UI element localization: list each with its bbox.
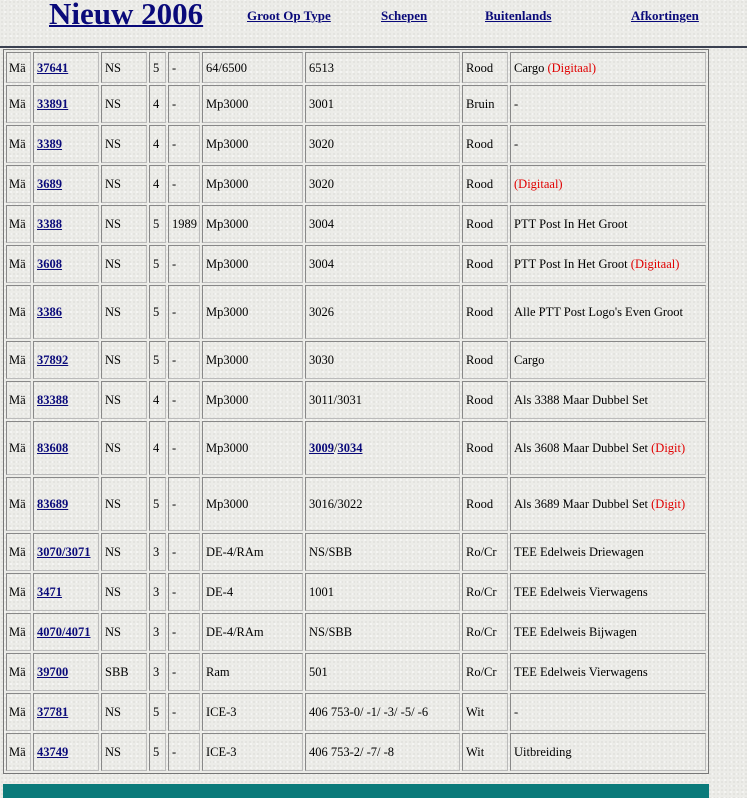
cell-scale: Mä — [6, 613, 31, 651]
cell-type: Mp3000 — [202, 125, 303, 163]
cell-number — [305, 421, 460, 475]
page-title[interactable]: Nieuw 2006 — [49, 0, 204, 31]
article-link[interactable]: 3070/3071 — [37, 545, 91, 559]
cell-year: - — [168, 85, 200, 123]
cell-epoch: 3 — [149, 533, 166, 571]
cell-color: Rood — [462, 477, 508, 531]
cell-number: 3004 — [305, 205, 460, 243]
cell-type: Mp3000 — [202, 245, 303, 283]
cell-epoch: 3 — [149, 573, 166, 611]
table-row — [6, 52, 706, 83]
cell-rw: NS — [101, 613, 147, 651]
description-text: TEE Edelweis Driewagen — [514, 545, 644, 559]
article-link[interactable]: 43749 — [37, 745, 69, 759]
description-text: Als 3388 Maar Dubbel Set — [514, 393, 649, 407]
description-text: Als 3608 Maar Dubbel Set — [514, 441, 649, 455]
article-link[interactable]: 83608 — [37, 441, 69, 455]
description-text: TEE Edelweis Vierwagens — [514, 585, 648, 599]
cell-scale: Mä — [6, 85, 31, 123]
cell-article — [33, 533, 99, 571]
description-text: Alle PTT Post Logo's Even Groot — [514, 305, 684, 319]
table-row — [6, 421, 706, 475]
number-link[interactable]: 3034 — [337, 441, 363, 455]
cell-scale: Mä — [6, 245, 31, 283]
cell-rw: NS — [101, 125, 147, 163]
cell-scale: Mä — [6, 285, 31, 339]
cell-year: - — [168, 165, 200, 203]
cell-color: Rood — [462, 381, 508, 419]
description-text: PTT Post In Het Groot — [514, 257, 628, 271]
cell-type: Mp3000 — [202, 205, 303, 243]
cell-rw: NS — [101, 477, 147, 531]
description-text: Als 3689 Maar Dubbel Set — [514, 497, 649, 511]
cell-number: 3004 — [305, 245, 460, 283]
cell-description — [510, 381, 706, 419]
cell-type: Mp3000 — [202, 341, 303, 379]
cell-article — [33, 733, 99, 771]
cell-description — [510, 573, 706, 611]
cell-number: 406 753-2/ -7/ -8 — [305, 733, 460, 771]
cell-description — [510, 533, 706, 571]
cell-epoch: 4 — [149, 165, 166, 203]
cell-rw: NS — [101, 733, 147, 771]
article-link[interactable]: 3386 — [37, 305, 62, 319]
cell-scale: Mä — [6, 381, 31, 419]
cell-article — [33, 341, 99, 379]
cell-year: - — [168, 421, 200, 475]
table-row — [6, 285, 706, 339]
cell-epoch: 4 — [149, 421, 166, 475]
cell-rw: NS — [101, 165, 147, 203]
table-row — [6, 381, 706, 419]
cell-number: 3020 — [305, 165, 460, 203]
models-table — [3, 49, 709, 774]
cell-scale: Mä — [6, 693, 31, 731]
cell-description — [510, 693, 706, 731]
cell-scale: Mä — [6, 125, 31, 163]
table-row — [6, 85, 706, 123]
cell-type: ICE-3 — [202, 733, 303, 771]
cell-epoch: 3 — [149, 653, 166, 691]
cell-epoch: 5 — [149, 205, 166, 243]
cell-color: Rood — [462, 52, 508, 83]
description-text: - — [514, 137, 519, 151]
cell-color: Rood — [462, 341, 508, 379]
cell-scale: Mä — [6, 421, 31, 475]
table-row — [6, 165, 706, 203]
cell-type: DE-4/RAm — [202, 613, 303, 651]
cell-scale: Mä — [6, 165, 31, 203]
cell-description — [510, 341, 706, 379]
article-link[interactable]: 3689 — [37, 177, 62, 191]
cell-rw: NS — [101, 533, 147, 571]
cell-scale: Mä — [6, 205, 31, 243]
footer-bar — [3, 784, 709, 798]
cell-type: Mp3000 — [202, 477, 303, 531]
cell-epoch: 3 — [149, 613, 166, 651]
table-row — [6, 245, 706, 283]
cell-scale: Mä — [6, 653, 31, 691]
cell-type: Mp3000 — [202, 381, 303, 419]
digital-note: (Digit) — [651, 497, 686, 511]
cell-epoch: 5 — [149, 52, 166, 83]
table-row — [6, 733, 706, 771]
cell-article — [33, 205, 99, 243]
cell-number: 406 753-0/ -1/ -3/ -5/ -6 — [305, 693, 460, 731]
digital-note: (Digit) — [651, 441, 686, 455]
description-text: Uitbreiding — [514, 745, 572, 759]
cell-article — [33, 381, 99, 419]
description-text: - — [514, 97, 519, 111]
cell-description — [510, 52, 706, 83]
table-row — [6, 613, 706, 651]
article-link[interactable]: 37781 — [37, 705, 69, 719]
cell-color: Rood — [462, 245, 508, 283]
article-link[interactable]: 3388 — [37, 217, 62, 231]
article-link[interactable]: 3608 — [37, 257, 62, 271]
page-header — [0, 0, 747, 46]
cell-description — [510, 245, 706, 283]
cell-rw: NS — [101, 421, 147, 475]
cell-epoch: 5 — [149, 341, 166, 379]
cell-color: Rood — [462, 421, 508, 475]
cell-type: Mp3000 — [202, 165, 303, 203]
cell-type: Mp3000 — [202, 285, 303, 339]
table-row — [6, 341, 706, 379]
description-text: TEE Edelweis Vierwagens — [514, 665, 648, 679]
cell-epoch: 4 — [149, 85, 166, 123]
cell-number: 6513 — [305, 52, 460, 83]
cell-article — [33, 477, 99, 531]
cell-rw: NS — [101, 52, 147, 83]
cell-color: Ro/Cr — [462, 573, 508, 611]
cell-epoch: 4 — [149, 381, 166, 419]
cell-number: 3001 — [305, 85, 460, 123]
cell-number: 3020 — [305, 125, 460, 163]
cell-year: 1989 — [168, 205, 200, 243]
table-row — [6, 573, 706, 611]
article-link[interactable]: 3389 — [37, 137, 62, 151]
cell-rw: NS — [101, 693, 147, 731]
cell-article — [33, 125, 99, 163]
cell-description — [510, 85, 706, 123]
article-link[interactable]: 33891 — [37, 97, 69, 111]
cell-description — [510, 421, 706, 475]
cell-type: 64/6500 — [202, 52, 303, 83]
cell-description — [510, 285, 706, 339]
cell-type: DE-4 — [202, 573, 303, 611]
cell-color: Rood — [462, 205, 508, 243]
cell-rw: SBB — [101, 653, 147, 691]
cell-number: 1001 — [305, 573, 460, 611]
article-link[interactable]: 4070/4071 — [37, 625, 91, 639]
description-text: TEE Edelweis Bijwagen — [514, 625, 637, 639]
description-text: PTT Post In Het Groot — [514, 217, 628, 231]
cell-type: Ram — [202, 653, 303, 691]
cell-number: 3011/3031 — [305, 381, 460, 419]
cell-color: Wit — [462, 693, 508, 731]
cell-color: Bruin — [462, 85, 508, 123]
cell-description — [510, 653, 706, 691]
cell-year: - — [168, 533, 200, 571]
cell-year: - — [168, 653, 200, 691]
cell-article — [33, 245, 99, 283]
cell-number: 3026 — [305, 285, 460, 339]
description-text: Cargo — [514, 353, 545, 367]
cell-type: ICE-3 — [202, 693, 303, 731]
article-link[interactable]: 83689 — [37, 497, 69, 511]
cell-number: NS/SBB — [305, 533, 460, 571]
cell-year: - — [168, 52, 200, 83]
table-body — [6, 52, 706, 771]
cell-number: NS/SBB — [305, 613, 460, 651]
cell-rw: NS — [101, 381, 147, 419]
cell-year: - — [168, 125, 200, 163]
cell-year: - — [168, 341, 200, 379]
cell-article — [33, 165, 99, 203]
cell-epoch: 5 — [149, 245, 166, 283]
cell-article — [33, 85, 99, 123]
article-link[interactable]: 37641 — [37, 60, 69, 75]
cell-color: Rood — [462, 125, 508, 163]
nav-link-groot-op-type[interactable]: Groot Op Type — [247, 8, 331, 23]
cell-color: Rood — [462, 285, 508, 339]
cell-year: - — [168, 285, 200, 339]
cell-color: Rood — [462, 165, 508, 203]
description-text: - — [514, 705, 519, 719]
cell-article — [33, 653, 99, 691]
cell-year: - — [168, 613, 200, 651]
cell-epoch: 5 — [149, 285, 166, 339]
cell-description — [510, 165, 706, 203]
cell-scale: Mä — [6, 52, 31, 83]
table-row — [6, 693, 706, 731]
cell-number: 3030 — [305, 341, 460, 379]
cell-article — [33, 421, 99, 475]
nav-link-afkortingen[interactable]: Afkortingen — [631, 8, 699, 23]
table-row — [6, 125, 706, 163]
cell-year: - — [168, 693, 200, 731]
digital-note: (Digitaal) — [630, 257, 680, 271]
cell-scale: Mä — [6, 573, 31, 611]
cell-type: DE-4/RAm — [202, 533, 303, 571]
cell-scale: Mä — [6, 533, 31, 571]
cell-article — [33, 573, 99, 611]
article-link[interactable]: 39700 — [37, 665, 69, 679]
cell-color: Ro/Cr — [462, 613, 508, 651]
cell-epoch: 5 — [149, 733, 166, 771]
article-link[interactable]: 3471 — [37, 585, 62, 599]
cell-rw: NS — [101, 85, 147, 123]
cell-year: - — [168, 245, 200, 283]
cell-scale: Mä — [6, 477, 31, 531]
number-separator: / — [334, 441, 338, 455]
cell-rw: NS — [101, 341, 147, 379]
nav-link-buitenlands[interactable]: Buitenlands — [485, 8, 552, 23]
article-link[interactable]: 83388 — [37, 393, 69, 407]
header-divider — [0, 46, 747, 48]
cell-year: - — [168, 381, 200, 419]
table-row — [6, 533, 706, 571]
cell-year: - — [168, 477, 200, 531]
cell-rw: NS — [101, 245, 147, 283]
cell-color: Ro/Cr — [462, 653, 508, 691]
digital-note: (Digitaal) — [514, 177, 563, 191]
cell-scale: Mä — [6, 733, 31, 771]
cell-epoch: 5 — [149, 693, 166, 731]
cell-description — [510, 125, 706, 163]
cell-color: Ro/Cr — [462, 533, 508, 571]
cell-scale: Mä — [6, 341, 31, 379]
cell-type: Mp3000 — [202, 85, 303, 123]
table-row — [6, 477, 706, 531]
article-link[interactable]: 37892 — [37, 353, 69, 367]
cell-rw: NS — [101, 285, 147, 339]
cell-article — [33, 285, 99, 339]
digital-note: (Digitaal) — [547, 60, 597, 75]
table-row — [6, 653, 706, 691]
table-row — [6, 205, 706, 243]
cell-number: 501 — [305, 653, 460, 691]
cell-rw: NS — [101, 573, 147, 611]
models-table-wrapper — [3, 49, 709, 774]
cell-number: 3016/3022 — [305, 477, 460, 531]
cell-rw: NS — [101, 205, 147, 243]
cell-description — [510, 733, 706, 771]
cell-description — [510, 613, 706, 651]
cell-article — [33, 52, 99, 83]
cell-description — [510, 205, 706, 243]
cell-article — [33, 613, 99, 651]
cell-description — [510, 477, 706, 531]
description-text: Cargo — [514, 60, 545, 75]
cell-color: Wit — [462, 733, 508, 771]
cell-type: Mp3000 — [202, 421, 303, 475]
cell-year: - — [168, 573, 200, 611]
cell-epoch: 4 — [149, 125, 166, 163]
cell-year: - — [168, 733, 200, 771]
cell-article — [33, 693, 99, 731]
nav-link-schepen[interactable]: Schepen — [381, 8, 428, 23]
cell-epoch: 5 — [149, 477, 166, 531]
number-link[interactable]: 3009 — [309, 441, 334, 455]
